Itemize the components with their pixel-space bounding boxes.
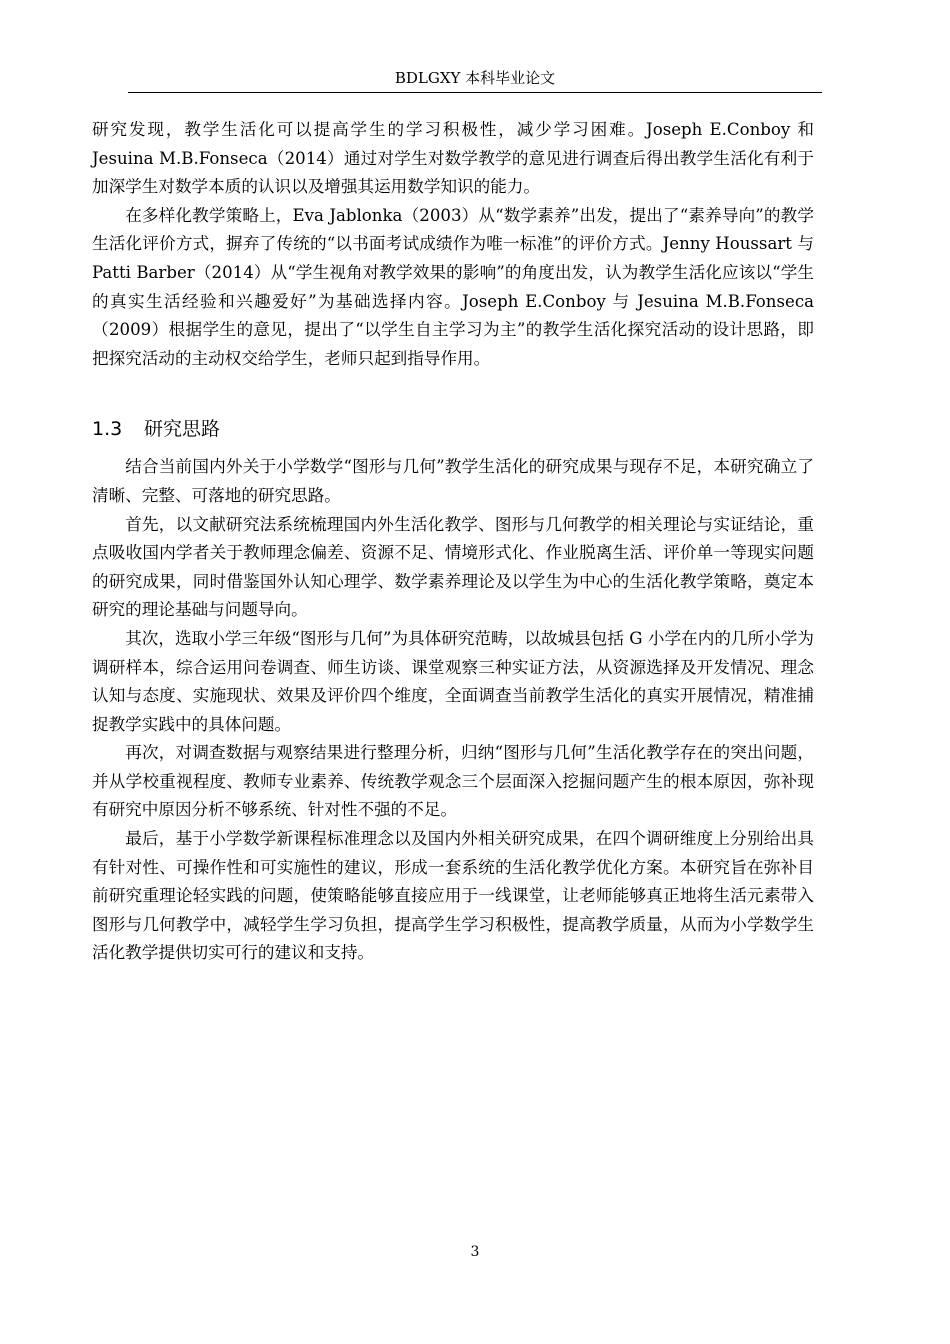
section-heading [92, 415, 814, 443]
section-title: 研究思路 [144, 418, 221, 441]
body-paragraph: 其次，选取小学三年级“图形与几何”为具体研究范畴，以故城县包括 G 小学在内的几所小学为调研样本，综合运用问卷调查、师生访谈、课堂观察三种实证方法，从资源选择及开发情况、理念认知与态度、实施现状、效果及评价四个维度，全面调查当前教学生活化的真实开展情况，精准捕捉教学实践中的具体问题。 [92, 628, 814, 734]
body-paragraph: 首先，以文献研究法系统梳理国内外生活化教学、图形与几何教学的相关理论与实证结论，重点吸收国内学者关于教师理念偏差、资源不足、情境形式化、作业脱离生活、评价单一等现实问题的研究成果，同时借鉴国外认知心理学、数学素养理论及以学生为中心的生活化教学策略，奠定本研究的理论基础与问题导向。 [92, 514, 814, 620]
body-paragraph: 在多样化教学策略上，Eva Jablonka（2003）从“数学素养”出发，提出了“素养导向”的教学生活化评价方式，摒弃了传统的“以书面考试成绩作为唯一标准”的评价方式。Jenny Houssart 与 Patti Barber（2014）从“学生视角对教学效果的影响”的角度出发，认为教学生活化应该以“学生的真实生活经验和兴趣爱好”为基础选择内容。Joseph E.Conboy 与 Jesuina M.B.Fonseca（2009）根据学生的意见，提出了“以学生自主学习为主”的教学生活化探究活动的设计思路，即把探究活动的主动权交给学生，老师只起到指导作用。 [92, 205, 814, 368]
body-paragraph: 最后，基于小学数学新课程标准理念以及国内外相关研究成果，在四个调研维度上分别给出具有针对性、可操作性和可实施性的建议，形成一套系统的生活化教学优化方案。本研究旨在弥补目前研究重理论轻实践的问题，使策略能够直接应用于一线课堂，让老师能够真正地将生活元素带入图形与几何教学中，减轻学生学习负担，提高学生学习积极性，提高教学质量，从而为小学数学生活化教学提供切实可行的建议和支持。 [92, 829, 814, 963]
page-number: 3 [470, 1244, 480, 1260]
body-paragraph: 再次，对调查数据与观察结果进行整理分析，归纳“图形与几何”生活化教学存在的突出问题，并从学校重视程度、教师专业素养、传统教学观念三个层面深入挖掘问题产生的根本原因，弥补现有研究中原因分析不够系统、针对性不强的不足。 [92, 743, 814, 820]
header-title: BDLGXY 本科毕业论文 [394, 69, 556, 87]
body-paragraph: 结合当前国内外关于小学数学“图形与几何”教学生活化的研究成果与现存不足，本研究确立了清晰、完整、可落地的研究思路。 [92, 457, 814, 505]
section-number: 1.3 [92, 418, 123, 441]
page-header [128, 68, 822, 93]
page-body [92, 116, 814, 968]
body-paragraph: 研究发现，教学生活化可以提高学生的学习积极性，减少学习困难。Joseph E.Conboy 和 Jesuina M.B.Fonseca（2014）通过对学生对数学教学的意见进行调查后得出教学生活化有利于加深学生对数学本质的认识以及增强其运用数学知识的能力。 [92, 120, 814, 197]
